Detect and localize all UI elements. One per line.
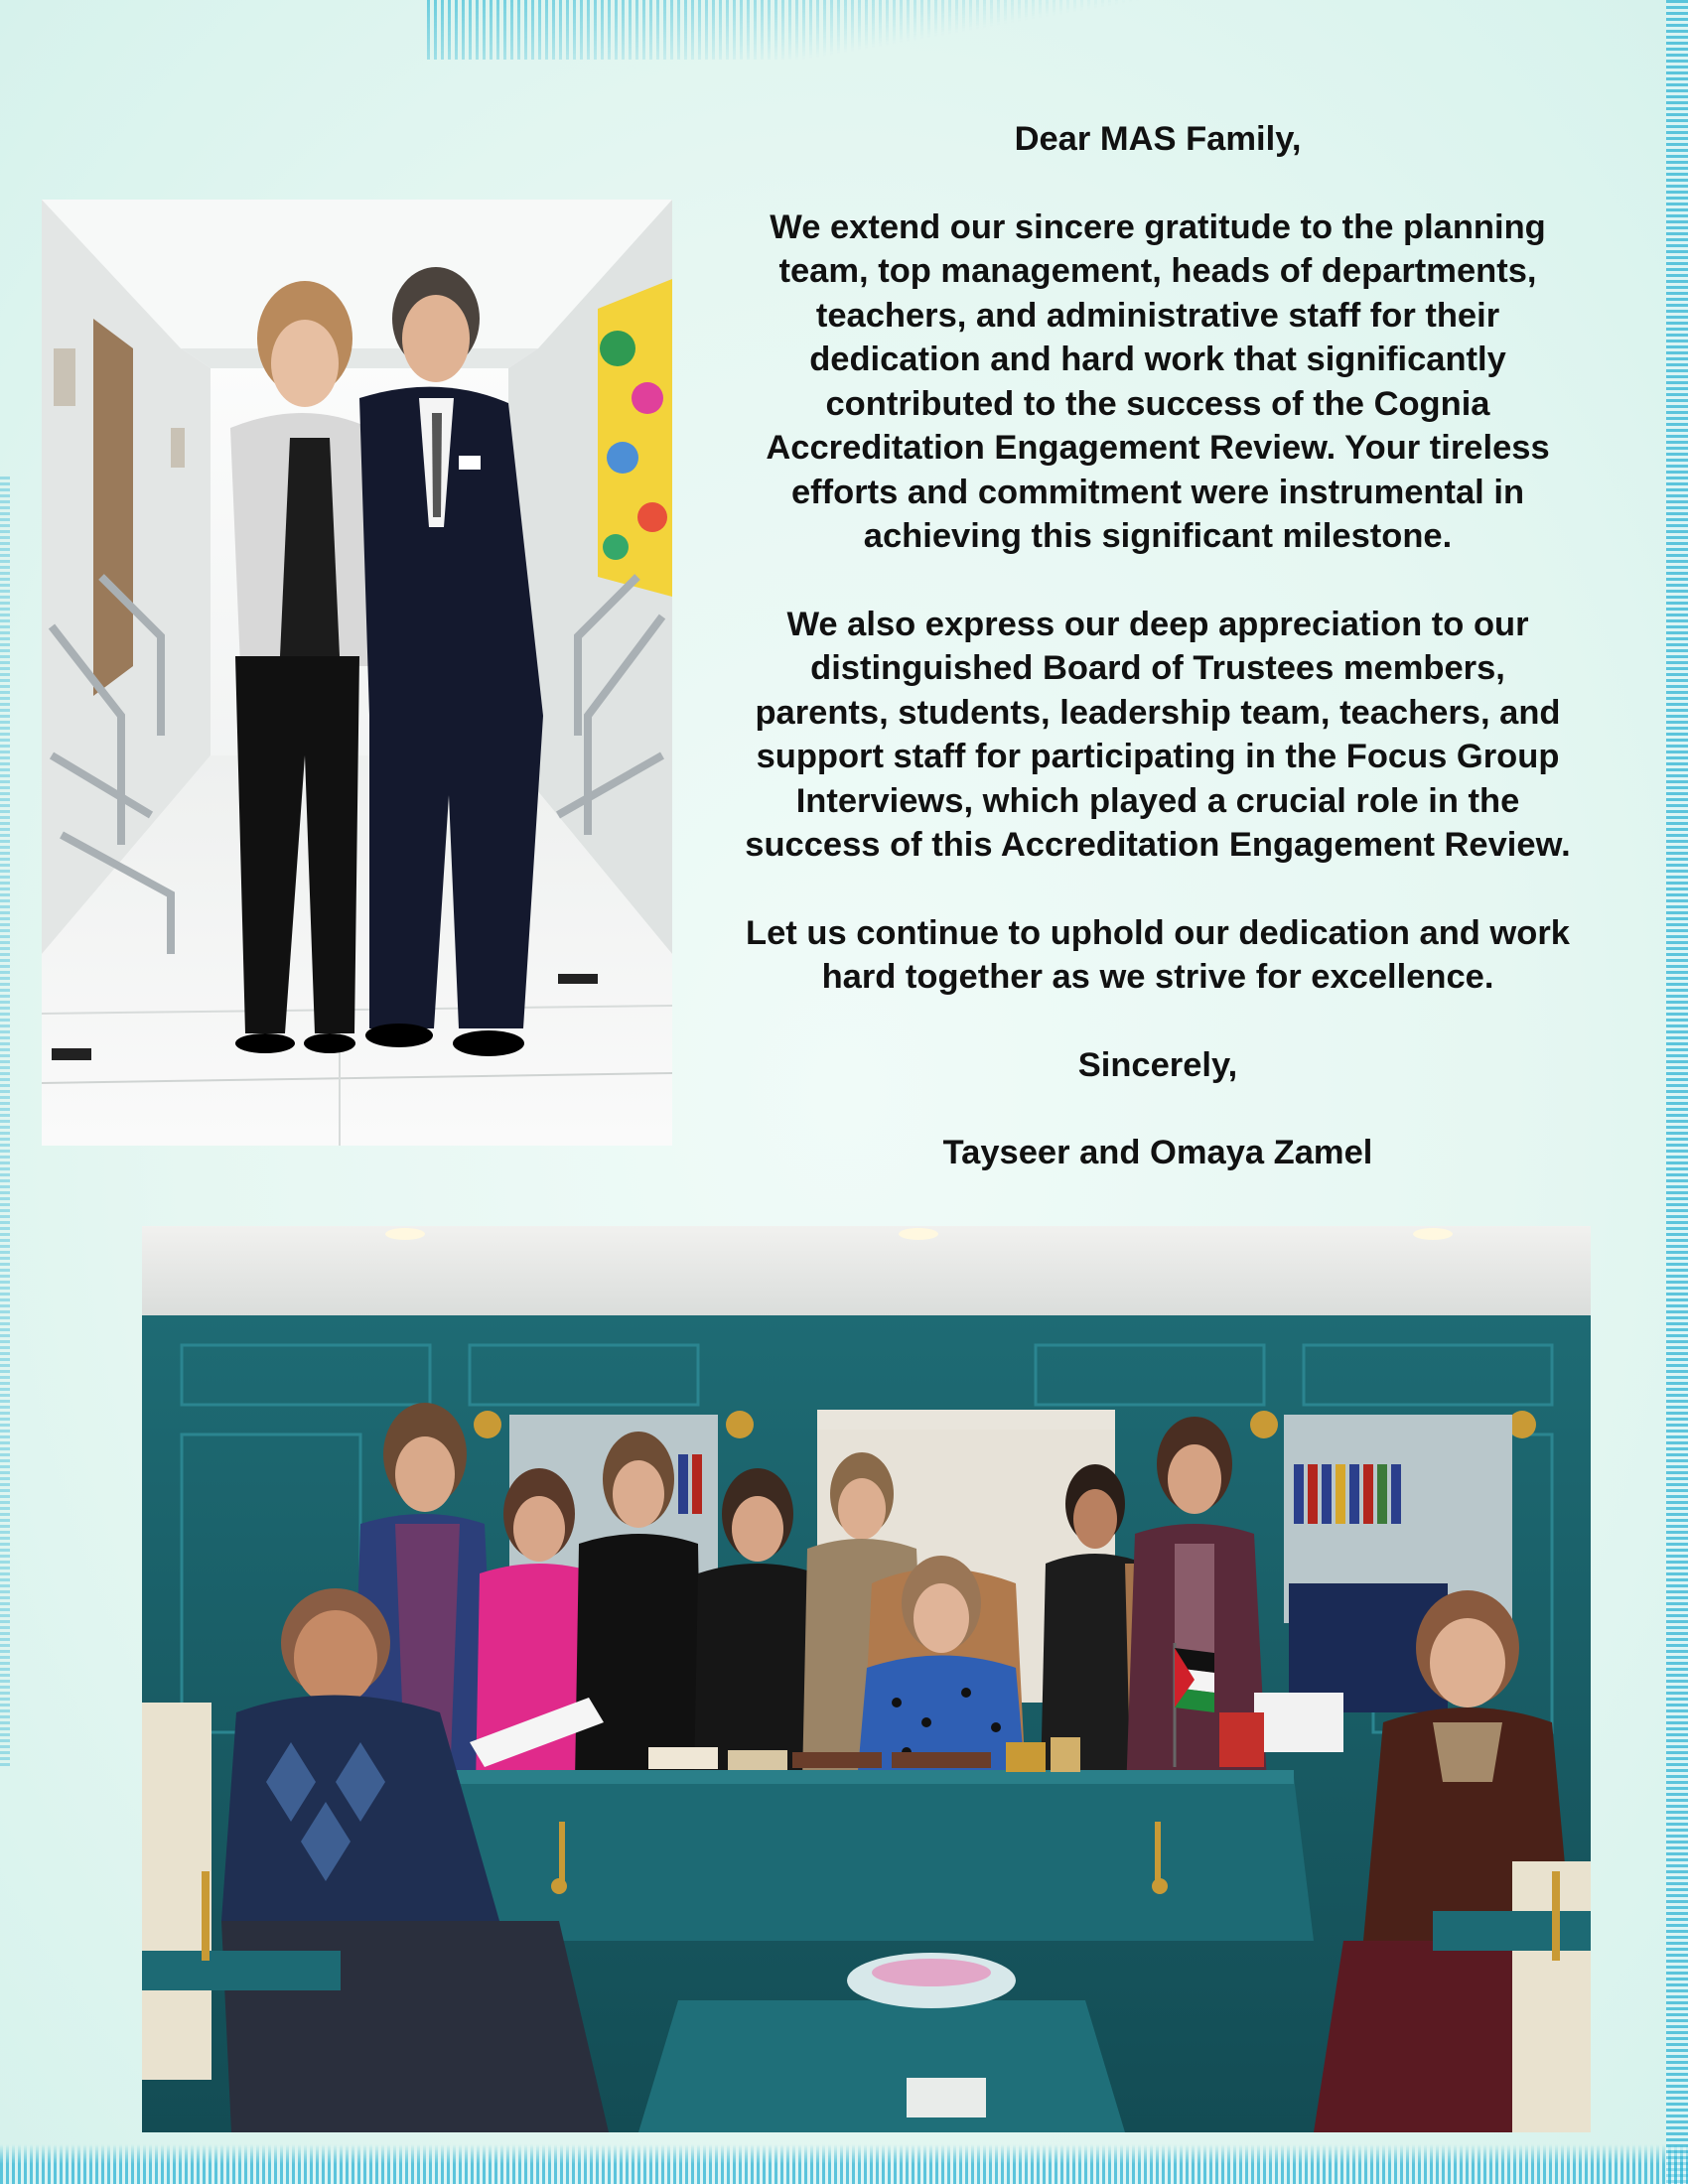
spacer — [681, 559, 1634, 603]
decorative-left-border — [0, 477, 10, 1767]
decorative-top-border — [427, 0, 1688, 60]
decorative-bottom-border — [0, 2144, 1688, 2184]
letter-paragraph-continue: Let us continue to uphold our dedication and work hard together as we strive for excellence. — [746, 913, 1570, 996]
group-photo — [142, 1226, 1591, 2132]
letter-paragraph-appreciation: We also express our deep appreciation to our distinguished Board of Trustees members, parents, students, leadership team, teachers, and support staff for participating in the Focus Group Interviews, which played a crucial role in the success of this Accreditation Engagement Review. — [745, 605, 1571, 864]
letter-greeting: Dear MAS Family, — [1014, 120, 1302, 158]
spacer — [681, 1087, 1634, 1131]
couple-photo — [42, 200, 672, 1146]
spacer — [681, 162, 1634, 205]
letter-body — [681, 117, 1634, 1175]
spacer — [681, 1000, 1634, 1043]
decorative-right-border — [1666, 0, 1688, 2184]
letter-signature: Tayseer and Omaya Zamel — [942, 1134, 1373, 1171]
letter-paragraph-gratitude: We extend our sincere gratitude to the planning team, top management, heads of departments, teachers, and administrative staff for their dedication and hard work that significantly contributed to the success of the Cognia Accreditation Engagement Review. Your tireless efforts and commitment were instrumental in achieving this significant milestone. — [766, 207, 1550, 555]
letter-closing: Sincerely, — [1077, 1045, 1238, 1084]
spacer — [681, 868, 1634, 911]
